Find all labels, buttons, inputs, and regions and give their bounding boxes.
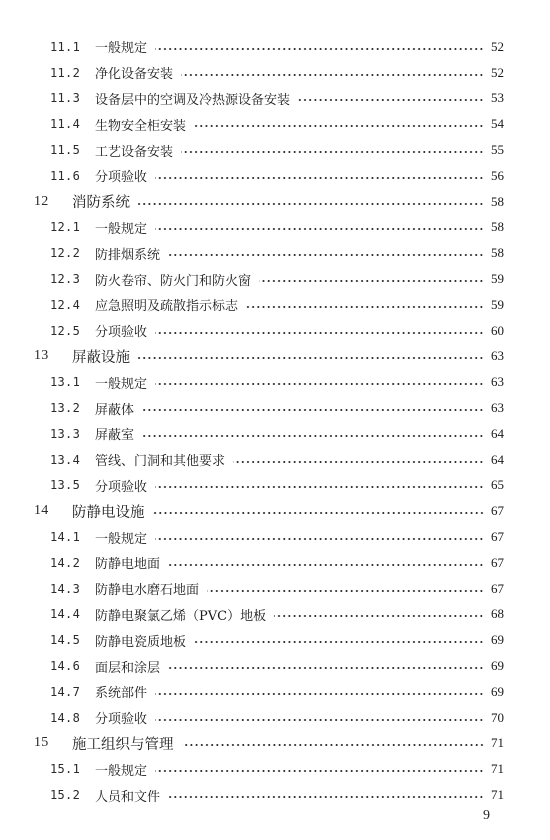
toc-entry-title: 防排烟系统 [95,247,161,263]
dot-leader [181,151,484,153]
toc-entry-number: 15.1 [50,762,81,777]
toc-entry-number: 14.8 [50,710,81,725]
toc-entry-page: 52 [491,64,504,80]
toc-entry-page: 63 [491,400,504,416]
toc-chapter-entry [0,731,550,757]
toc-entry-title: 屏蔽体 [95,402,135,418]
toc-entry-number: 12.1 [50,220,81,235]
toc-entry-number: 14.6 [50,659,81,674]
toc-section-entry [0,421,550,447]
toc-entry-page: 70 [491,709,504,725]
toc-entry-page: 69 [491,683,504,699]
toc-section-entry [0,292,550,318]
toc-entry-page: 71 [491,761,504,777]
toc-entry-number: 13.3 [50,426,81,441]
toc-section-entry [0,782,550,808]
toc-entry-page: 56 [491,167,504,183]
toc-entry-number: 13 [34,348,49,364]
toc-section-entry [0,163,550,189]
dot-leader [155,48,484,50]
toc-section-entry [0,653,550,679]
toc-entry-page: 67 [491,503,504,519]
toc-entry-title: 管线、门洞和其他要求 [95,454,226,470]
toc-entry-page: 69 [491,632,504,648]
toc-chapter-entry [0,189,550,215]
toc-entry-page: 68 [491,606,504,622]
toc-section-entry [0,447,550,473]
toc-entry-title: 净化设备安装 [95,67,174,83]
toc-entry-number: 14.4 [50,607,81,622]
toc-section-entry [0,266,550,292]
dot-leader [153,512,485,514]
toc-entry-page: 67 [491,554,504,570]
toc-entry-number: 13.4 [50,452,81,467]
toc-entry-title: 屏蔽设施 [72,349,130,366]
toc-entry-page: 64 [491,451,504,467]
toc-entry-title: 分项验收 [95,170,148,186]
toc-entry-number: 11.1 [50,39,81,54]
toc-entry-page: 71 [491,735,504,751]
toc-entry-title: 设备层中的空调及冷热源设备安装 [95,92,291,108]
dot-leader [181,74,484,76]
toc-entry-number: 12 [34,193,49,209]
toc-entry-title: 应急照明及疏散指示标志 [95,299,239,315]
toc-entry-title: 面层和涂层 [95,660,161,676]
toc-section-entry [0,240,550,266]
toc-section-entry [0,137,550,163]
toc-entry-page: 69 [491,658,504,674]
dot-leader [155,693,484,695]
toc-entry-page: 63 [491,374,504,390]
toc-entry-number: 14.5 [50,633,81,648]
toc-entry-page: 67 [491,529,504,545]
toc-entry-number: 11.3 [50,91,81,106]
toc-entry-number: 12.3 [50,272,81,287]
toc-entry-title: 工艺设备安装 [95,144,174,160]
toc-section-entry [0,524,550,550]
toc-entry-number: 11.2 [50,65,81,80]
toc-entry-title: 一般规定 [95,41,148,57]
dot-leader [298,99,484,101]
toc-section-entry [0,679,550,705]
toc-section-entry [0,627,550,653]
toc-section-entry [0,395,550,421]
toc-section-entry [0,705,550,731]
toc-section-entry [0,602,550,628]
toc-entry-number: 12.4 [50,297,81,312]
toc-entry-page: 63 [491,348,504,364]
toc-entry-number: 13.1 [50,375,81,390]
toc-entry-title: 生物安全柜安装 [95,118,187,134]
toc-entry-number: 13.2 [50,401,81,416]
dot-leader [138,203,484,205]
toc-entry-title: 一般规定 [95,763,148,779]
toc-chapter-entry [0,344,550,370]
dot-leader [155,719,484,721]
toc-section-entry [0,369,550,395]
toc-entry-page: 54 [491,116,504,132]
toc-entry-title: 分项验收 [95,479,148,495]
dot-leader [246,306,484,308]
toc-entry-number: 14 [34,503,49,519]
toc-entry-page: 58 [491,245,504,261]
toc-entry-title: 防静电水磨石地面 [95,583,200,599]
toc-entry-title: 系统部件 [95,686,148,702]
toc-entry-number: 15 [34,735,49,751]
toc-entry-title: 一般规定 [95,221,148,237]
dot-leader [155,486,484,488]
dot-leader [207,590,484,592]
toc-entry-title: 人员和文件 [95,789,161,805]
toc-entry-title: 分项验收 [95,712,148,728]
dot-leader [168,667,484,669]
toc-entry-page: 65 [491,477,504,493]
dot-leader [155,538,484,540]
dot-leader [259,280,484,282]
toc-section-entry [0,576,550,602]
toc-entry-number: 14.3 [50,581,81,596]
toc-section-entry [0,473,550,499]
dot-leader [194,641,484,643]
dot-leader [155,383,484,385]
table-of-contents [0,34,550,808]
toc-entry-number: 12.5 [50,323,81,338]
toc-entry-page: 53 [491,90,504,106]
toc-section-entry [0,86,550,112]
dot-leader [168,564,484,566]
dot-leader [182,744,485,746]
toc-entry-title: 防静电聚氯乙烯（PVC）地板 [95,608,267,624]
toc-entry-title: 一般规定 [95,376,148,392]
dot-leader [274,615,484,617]
toc-entry-page: 67 [491,580,504,596]
page-number: 9 [483,808,490,823]
toc-entry-number: 14.1 [50,530,81,545]
dot-leader [194,125,484,127]
toc-section-entry [0,60,550,86]
toc-entry-title: 防静电地面 [95,557,161,573]
toc-entry-number: 14.2 [50,555,81,570]
toc-entry-page: 58 [491,219,504,235]
dot-leader [155,228,484,230]
toc-entry-number: 11.6 [50,168,81,183]
toc-chapter-entry [0,498,550,524]
toc-entry-number: 12.2 [50,246,81,261]
dot-leader [155,177,484,179]
toc-entry-number: 15.2 [50,788,81,802]
toc-entry-page: 55 [491,142,504,158]
dot-leader [142,435,484,437]
toc-entry-page: 60 [491,322,504,338]
toc-entry-page: 58 [491,193,504,209]
toc-entry-title: 消防系统 [72,195,130,212]
toc-entry-title: 施工组织与管理 [72,736,174,753]
toc-section-entry [0,550,550,576]
toc-entry-title: 一般规定 [95,531,148,547]
toc-entry-title: 防静电设施 [72,504,145,521]
toc-entry-number: 13.5 [50,478,81,493]
toc-section-entry [0,215,550,241]
toc-entry-page: 52 [491,38,504,54]
toc-entry-title: 屏蔽室 [95,428,135,444]
dot-leader [155,770,484,772]
toc-entry-title: 防静电瓷质地板 [95,634,187,650]
toc-entry-number: 14.7 [50,684,81,699]
toc-section-entry [0,34,550,60]
toc-entry-page: 59 [491,271,504,287]
toc-entry-number: 11.5 [50,143,81,158]
toc-entry-title: 防火卷帘、防火门和防火窗 [95,273,252,289]
dot-leader [138,357,484,359]
toc-section-entry [0,318,550,344]
dot-leader [155,332,484,334]
toc-section-entry [0,111,550,137]
toc-entry-title: 分项验收 [95,325,148,341]
dot-leader [168,254,484,256]
toc-entry-number: 11.4 [50,117,81,132]
toc-entry-page: 71 [491,787,504,802]
dot-leader [233,461,484,463]
toc-entry-page: 59 [491,296,504,312]
dot-leader [168,796,484,798]
dot-leader [142,409,484,411]
toc-section-entry [0,756,550,782]
toc-entry-page: 64 [491,425,504,441]
